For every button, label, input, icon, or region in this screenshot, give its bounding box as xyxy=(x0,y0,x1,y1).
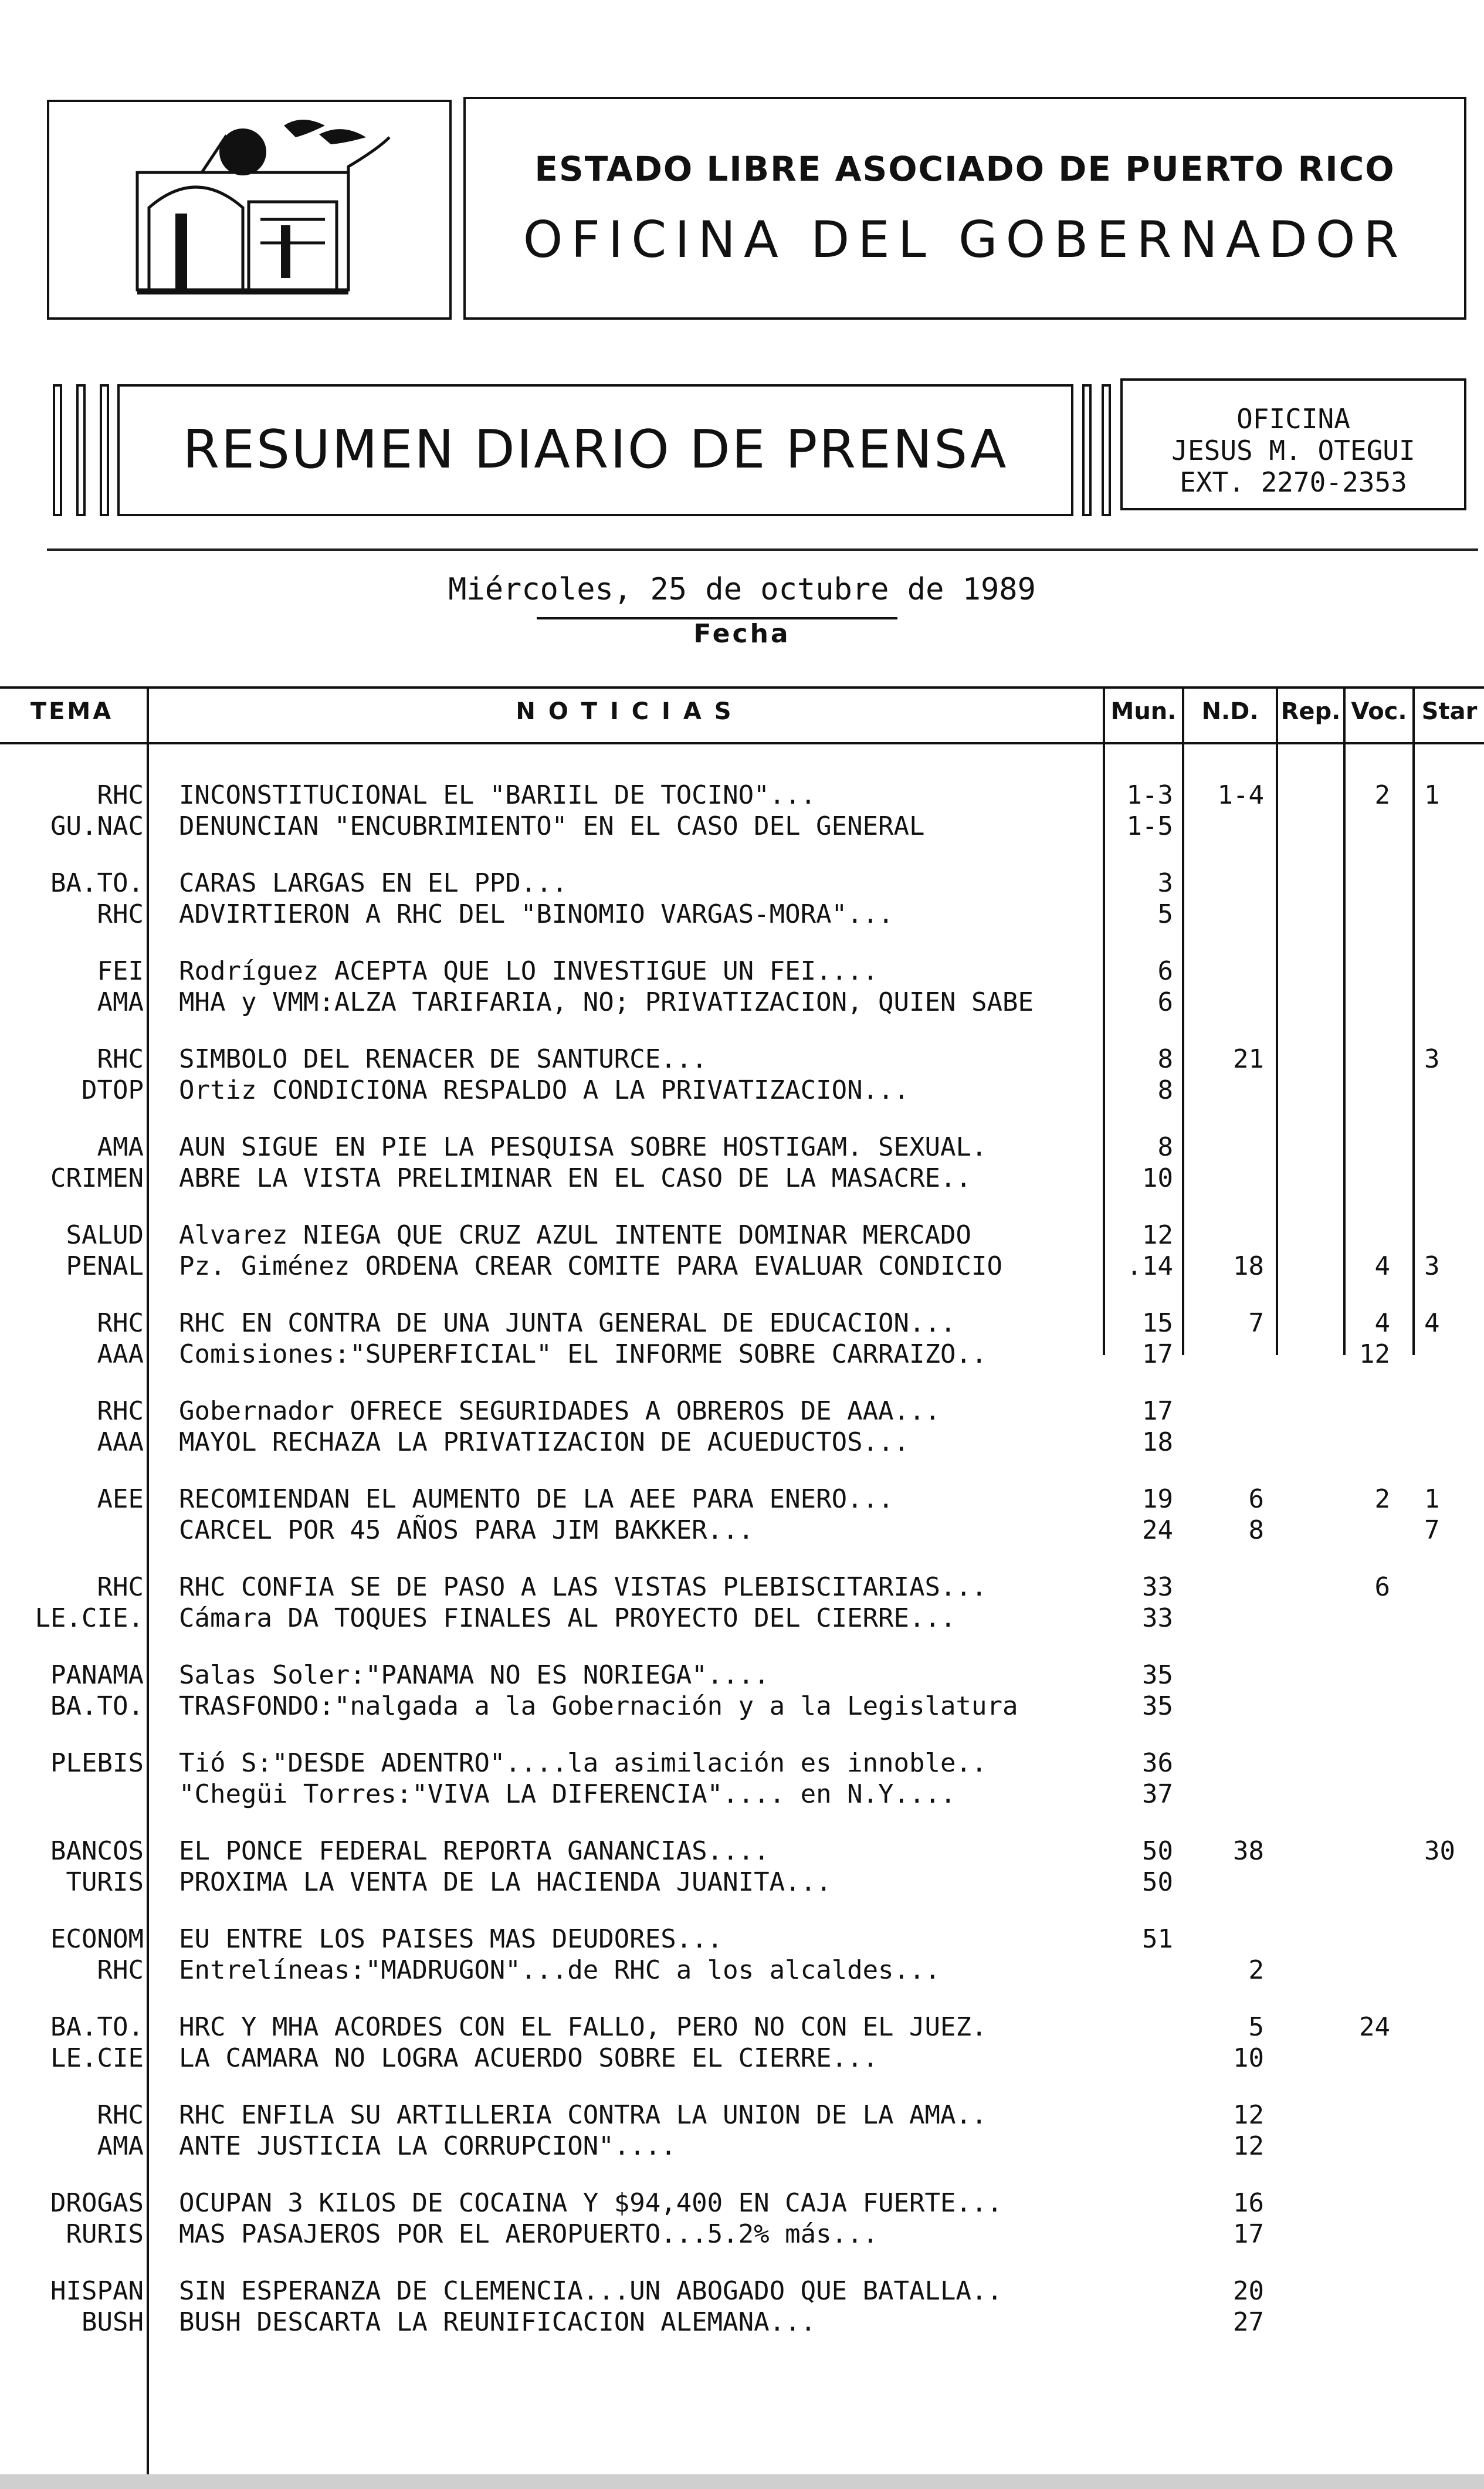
cell-headline: RECOMIENDAN EL AUMENTO DE LA AEE PARA ENERO... xyxy=(179,1484,894,1514)
cell-star: 3 xyxy=(1424,1251,1440,1281)
cell-headline: Comisiones:"SUPERFICIAL" EL INFORME SOBRE CARRAIZO.. xyxy=(179,1339,987,1369)
cell-tema: RURIS xyxy=(66,2219,144,2249)
cell-mun: 50 xyxy=(1142,1836,1173,1866)
state-name: ESTADO LIBRE ASOCIADO DE PUERTO RICO xyxy=(534,149,1395,189)
cell-headline: MAS PASAJEROS POR EL AEROPUERTO...5.2% más... xyxy=(179,2219,879,2249)
column-header-nd: N.D. xyxy=(1201,698,1259,725)
cell-headline: CARCEL POR 45 AÑOS PARA JIM BAKKER... xyxy=(179,1515,754,1545)
cell-headline: CARAS LARGAS EN EL PPD... xyxy=(179,868,568,898)
cell-nd: 12 xyxy=(1233,2131,1264,2161)
cell-voc: 12 xyxy=(1359,1339,1390,1369)
cell-mun: 24 xyxy=(1142,1515,1173,1545)
cell-tema: HISPAN xyxy=(50,2276,144,2306)
cell-nd: 38 xyxy=(1233,1836,1264,1866)
column-header-star: Star xyxy=(1421,698,1478,725)
star-column-divider xyxy=(1412,686,1415,1355)
cell-tema: AMA xyxy=(97,987,144,1017)
cell-tema: RHC xyxy=(97,1572,144,1602)
cell-star: 4 xyxy=(1424,1308,1440,1338)
cell-headline: DENUNCIAN "ENCUBRIMIENTO" EN EL CASO DEL GENERAL xyxy=(179,811,925,841)
cell-headline: Ortiz CONDICIONA RESPALDO A LA PRIVATIZACION... xyxy=(179,1075,910,1105)
cell-star: 30 xyxy=(1424,1836,1455,1866)
cell-mun: 8 xyxy=(1157,1044,1173,1074)
bulletin-title: RESUMEN DIARIO DE PRENSA xyxy=(182,419,1008,480)
column-header-voc: Voc. xyxy=(1351,698,1407,725)
cell-mun: 19 xyxy=(1142,1484,1173,1514)
cell-mun: 37 xyxy=(1142,1779,1173,1809)
cell-mun: 10 xyxy=(1142,1163,1173,1193)
cell-nd: 7 xyxy=(1248,1308,1264,1338)
decorative-bar xyxy=(100,384,109,516)
cell-tema: BA.TO. xyxy=(50,868,144,898)
cell-headline: SIMBOLO DEL RENACER DE SANTURCE... xyxy=(179,1044,707,1074)
cell-star: 3 xyxy=(1424,1044,1440,1074)
cell-tema: BA.TO. xyxy=(50,2012,144,2042)
contact-name: JESUS M. OTEGUI xyxy=(1171,435,1415,466)
cell-nd: 1-4 xyxy=(1217,780,1264,810)
cell-headline: PROXIMA LA VENTA DE LA HACIENDA JUANITA... xyxy=(179,1867,832,1897)
cell-headline: OCUPAN 3 KILOS DE COCAINA Y $94,400 EN CAJA FUERTE... xyxy=(179,2188,1002,2218)
date-label: Fecha xyxy=(693,619,791,649)
decorative-bar xyxy=(1102,384,1111,516)
cell-headline: EU ENTRE LOS PAISES MAS DEUDORES... xyxy=(179,1924,723,1954)
cell-nd: 17 xyxy=(1233,2219,1264,2249)
cell-mun: 1-5 xyxy=(1126,811,1173,841)
cell-tema: RHC xyxy=(97,1955,144,1985)
cell-tema: BUSH xyxy=(82,2307,144,2337)
cell-voc: 4 xyxy=(1374,1251,1390,1281)
cell-mun: 5 xyxy=(1157,899,1173,929)
rep-column-divider xyxy=(1276,686,1278,1355)
cell-headline: INCONSTITUCIONAL EL "BARIIL DE TOCINO"... xyxy=(179,780,816,810)
cell-voc: 2 xyxy=(1374,1484,1390,1514)
cell-mun: 3 xyxy=(1157,868,1173,898)
cell-tema: RHC xyxy=(97,899,144,929)
cell-tema: DROGAS xyxy=(50,2188,144,2218)
cell-voc: 4 xyxy=(1374,1308,1390,1338)
cell-mun: 6 xyxy=(1157,987,1173,1017)
cell-nd: 5 xyxy=(1248,2012,1264,2042)
cell-headline: AUN SIGUE EN PIE LA PESQUISA SOBRE HOSTIGAM. SEXUAL. xyxy=(179,1132,987,1162)
cell-tema: AMA xyxy=(97,1132,144,1162)
cell-headline: Salas Soler:"PANAMA NO ES NORIEGA".... xyxy=(179,1660,770,1690)
cell-nd: 18 xyxy=(1233,1251,1264,1281)
cell-headline: "Chegüi Torres:"VIVA LA DIFERENCIA".... en N.Y.... xyxy=(179,1779,956,1809)
cell-headline: ABRE LA VISTA PRELIMINAR EN EL CASO DE LA MASACRE.. xyxy=(179,1163,972,1193)
cell-mun: 35 xyxy=(1142,1691,1173,1721)
cell-headline: Alvarez NIEGA QUE CRUZ AZUL INTENTE DOMINAR MERCADO xyxy=(179,1220,972,1250)
column-header-mun: Mun. xyxy=(1110,698,1177,725)
cell-mun: 1-3 xyxy=(1126,780,1173,810)
cell-tema: TURIS xyxy=(66,1867,144,1897)
cell-nd: 8 xyxy=(1248,1515,1264,1545)
cell-star: 1 xyxy=(1424,1484,1440,1514)
cell-headline: BUSH DESCARTA LA REUNIFICACION ALEMANA... xyxy=(179,2307,816,2337)
cell-star: 1 xyxy=(1424,780,1440,810)
cell-tema: AEE xyxy=(97,1484,144,1514)
nd-column-divider xyxy=(1182,686,1184,1355)
cell-tema: BANCOS xyxy=(50,1836,144,1866)
cell-mun: 17 xyxy=(1142,1339,1173,1369)
cell-nd: 2 xyxy=(1248,1955,1264,1985)
cell-tema: PENAL xyxy=(66,1251,144,1281)
tema-column-divider xyxy=(147,686,149,2474)
cell-headline: Pz. Giménez ORDENA CREAR COMITE PARA EVALUAR CONDICIO xyxy=(179,1251,1002,1281)
cell-mun: 8 xyxy=(1157,1132,1173,1162)
cell-tema: CRIMEN xyxy=(50,1163,144,1193)
cell-headline: RHC ENFILA SU ARTILLERIA CONTRA LA UNION DE LA AMA.. xyxy=(179,2100,987,2130)
cell-headline: SIN ESPERANZA DE CLEMENCIA...UN ABOGADO QUE BATALLA.. xyxy=(179,2276,1002,2306)
cell-nd: 27 xyxy=(1233,2307,1264,2337)
cell-tema: SALUD xyxy=(66,1220,144,1250)
cell-headline: MHA y VMM:ALZA TARIFARIA, NO; PRIVATIZACION, QUIEN SABE xyxy=(179,987,1034,1017)
cell-headline: Gobernador OFRECE SEGURIDADES A OBREROS DE AAA... xyxy=(179,1396,941,1426)
contact-extension: EXT. 2270-2353 xyxy=(1180,466,1407,498)
cell-mun: 33 xyxy=(1142,1603,1173,1633)
cell-mun: 6 xyxy=(1157,956,1173,986)
column-header-rep: Rep. xyxy=(1280,698,1341,725)
office-title-panel xyxy=(463,97,1466,320)
cell-nd: 21 xyxy=(1233,1044,1264,1074)
cell-tema: RHC xyxy=(97,1308,144,1338)
decorative-bar xyxy=(53,384,62,516)
cell-headline: Tió S:"DESDE ADENTRO"....la asimilación es innoble.. xyxy=(179,1748,987,1778)
table-top-border xyxy=(0,686,1484,689)
cell-headline: Cámara DA TOQUES FINALES AL PROYECTO DEL CIERRE... xyxy=(179,1603,956,1633)
logo-panel xyxy=(47,100,452,320)
table-header-border xyxy=(0,742,1484,744)
cell-mun: 33 xyxy=(1142,1572,1173,1602)
cell-voc: 2 xyxy=(1374,780,1390,810)
cell-mun: 12 xyxy=(1142,1220,1173,1250)
cell-tema: PANAMA xyxy=(50,1660,144,1690)
cell-mun: .14 xyxy=(1126,1251,1173,1281)
column-header-tema: TEMA xyxy=(30,698,114,725)
cell-tema: AAA xyxy=(97,1427,144,1457)
cell-tema: ECONOM xyxy=(50,1924,144,1954)
cell-voc: 6 xyxy=(1374,1572,1390,1602)
cell-mun: 50 xyxy=(1142,1867,1173,1897)
cell-tema: RHC xyxy=(97,780,144,810)
cell-tema: BA.TO. xyxy=(50,1691,144,1721)
cell-headline: MAYOL RECHAZA LA PRIVATIZACION DE ACUEDUCTOS... xyxy=(179,1427,910,1457)
cell-headline: LA CAMARA NO LOGRA ACUERDO SOBRE EL CIERRE... xyxy=(179,2043,879,2073)
cell-mun: 35 xyxy=(1142,1660,1173,1690)
cell-headline: RHC EN CONTRA DE UNA JUNTA GENERAL DE EDUCACION... xyxy=(179,1308,956,1338)
cell-tema: AAA xyxy=(97,1339,144,1369)
header-divider xyxy=(47,548,1478,551)
scan-edge xyxy=(0,2474,1484,2489)
cell-headline: HRC Y MHA ACORDES CON EL FALLO, PERO NO CON EL JUEZ. xyxy=(179,2012,987,2042)
cell-tema: RHC xyxy=(97,2100,144,2130)
cell-tema: RHC xyxy=(97,1396,144,1426)
cell-headline: EL PONCE FEDERAL REPORTA GANANCIAS.... xyxy=(179,1836,770,1866)
cell-tema: LE.CIE. xyxy=(35,1603,144,1633)
date-text: Miércoles, 25 de octubre de 1989 xyxy=(448,572,1036,607)
cell-nd: 6 xyxy=(1248,1484,1264,1514)
bulletin-title-panel xyxy=(117,384,1073,516)
cell-tema: GU.NAC xyxy=(50,811,144,841)
cell-headline: ADVIRTIERON A RHC DEL "BINOMIO VARGAS-MORA"... xyxy=(179,899,894,929)
office-name: OFICINA DEL GOBERNADOR xyxy=(523,211,1407,269)
cell-headline: Rodríguez ACEPTA QUE LO INVESTIGUE UN FEI.... xyxy=(179,956,879,986)
cell-mun: 15 xyxy=(1142,1308,1173,1338)
cell-mun: 36 xyxy=(1142,1748,1173,1778)
cell-tema: PLEBIS xyxy=(50,1748,144,1778)
cell-headline: RHC CONFIA SE DE PASO A LAS VISTAS PLEBISCITARIAS... xyxy=(179,1572,987,1602)
cell-tema: LE.CIE xyxy=(50,2043,144,2073)
cell-tema: RHC xyxy=(97,1044,144,1074)
cell-nd: 10 xyxy=(1233,2043,1264,2073)
cell-headline: ANTE JUSTICIA LA CORRUPCION".... xyxy=(179,2131,676,2161)
cell-headline: Entrelíneas:"MADRUGON"...de RHC a los alcaldes... xyxy=(179,1955,941,1985)
contact-panel xyxy=(1120,378,1466,510)
decorative-bar xyxy=(76,384,86,516)
contact-office: OFICINA xyxy=(1236,403,1350,435)
decorative-bar xyxy=(1082,384,1092,516)
cell-star: 7 xyxy=(1424,1515,1440,1545)
building-seal-icon xyxy=(49,102,449,317)
cell-nd: 12 xyxy=(1233,2100,1264,2130)
column-header-noticias: N O T I C I A S xyxy=(516,698,734,725)
cell-mun: 18 xyxy=(1142,1427,1173,1457)
cell-tema: FEI xyxy=(97,956,144,986)
cell-mun: 8 xyxy=(1157,1075,1173,1105)
cell-voc: 24 xyxy=(1359,2012,1390,2042)
cell-mun: 17 xyxy=(1142,1396,1173,1426)
cell-nd: 16 xyxy=(1233,2188,1264,2218)
cell-tema: AMA xyxy=(97,2131,144,2161)
cell-headline: TRASFONDO:"nalgada a la Gobernación y a la Legislatura xyxy=(179,1691,1018,1721)
cell-tema: DTOP xyxy=(82,1075,144,1105)
cell-mun: 51 xyxy=(1142,1924,1173,1954)
cell-nd: 20 xyxy=(1233,2276,1264,2306)
